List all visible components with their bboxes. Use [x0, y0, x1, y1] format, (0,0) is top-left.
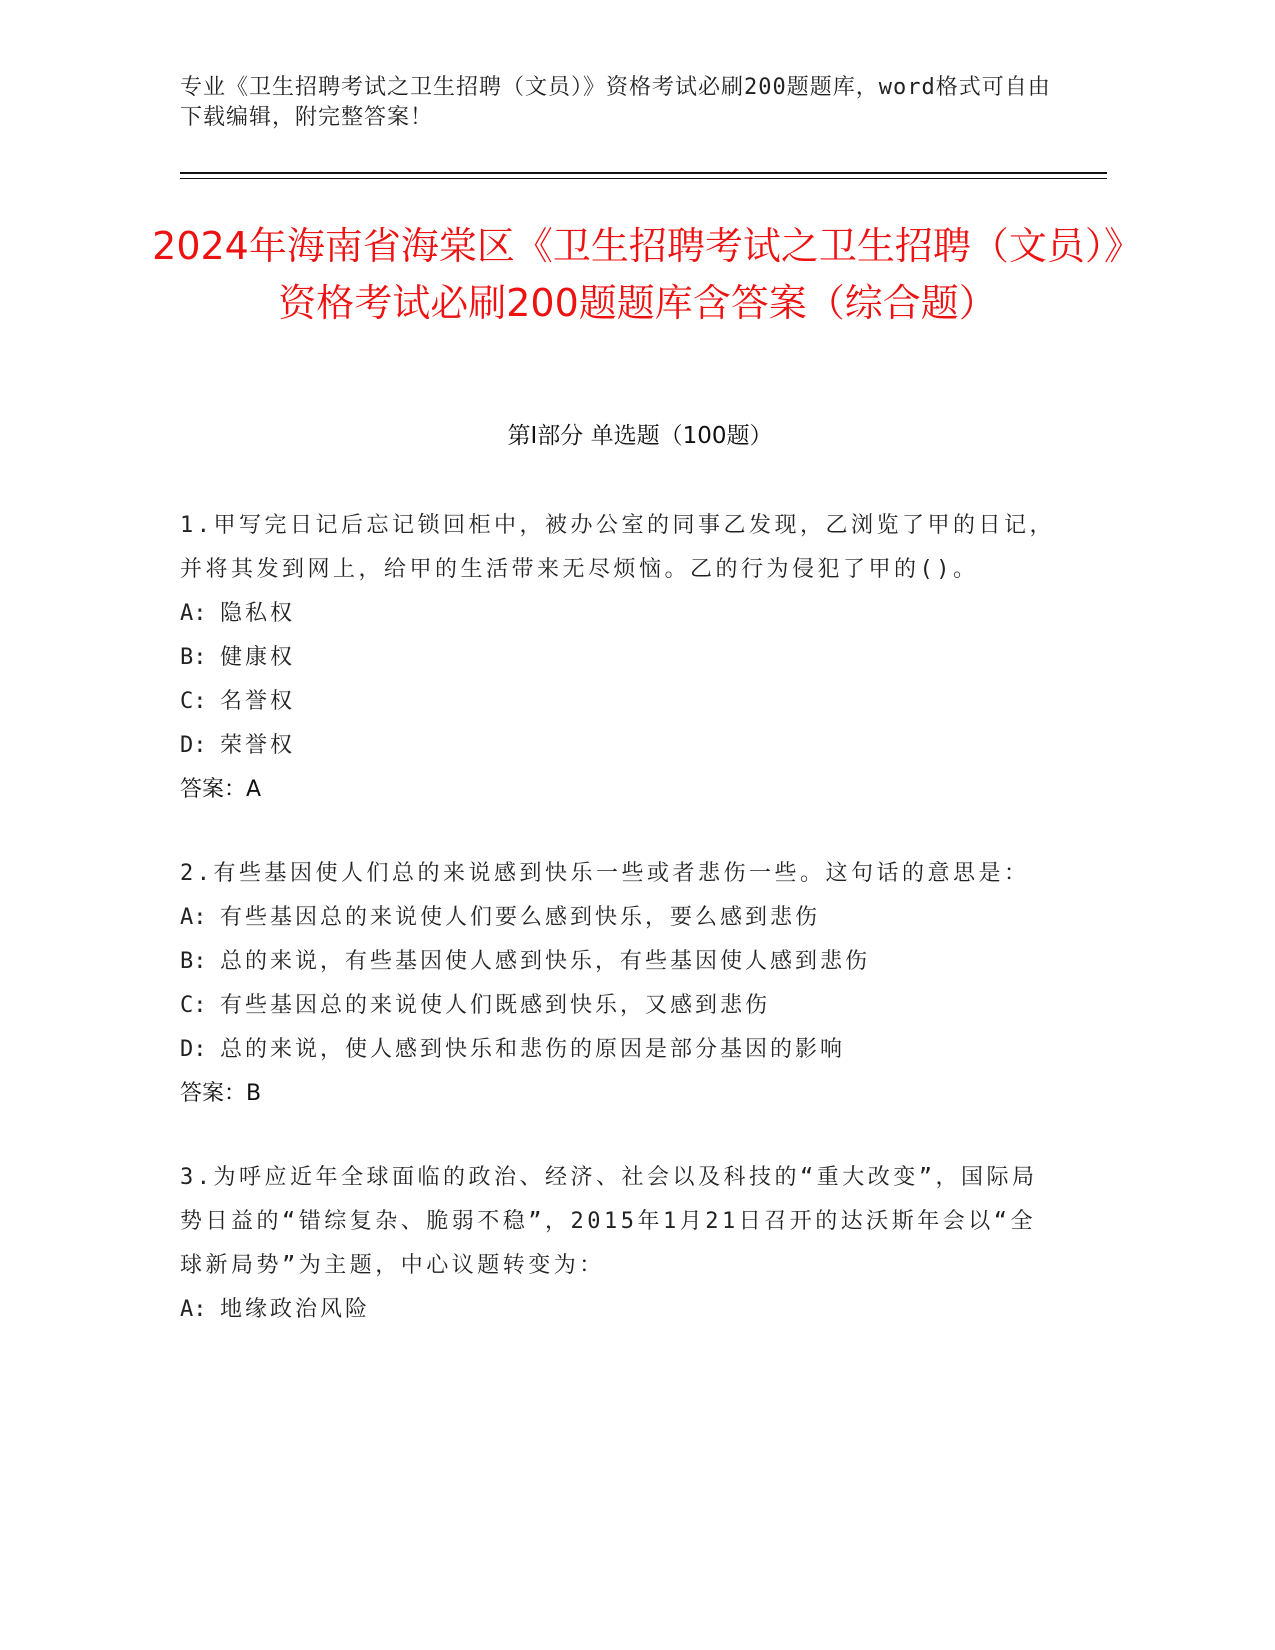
question-2 [180, 852, 1060, 1116]
option-b [180, 636, 1060, 680]
option-text: 总的来说，有些基因使人感到快乐，有些基因使人感到悲伤 [220, 949, 871, 974]
question-stem: 2.有些基因使人们总的来说感到快乐一些或者悲伤一些。这句话的意思是： [180, 861, 1030, 886]
option-key: B: [180, 949, 207, 974]
option-key: C: [180, 689, 207, 714]
option-a [180, 1288, 1060, 1332]
option-key: D: [180, 1037, 207, 1062]
option-a [180, 896, 1060, 940]
section-title: 第I部分 单选题（100题） [507, 423, 773, 449]
option-key: A: [180, 905, 207, 930]
option-b [180, 940, 1060, 984]
header-divider-thick [180, 172, 1107, 174]
option-key: B: [180, 645, 207, 670]
question-list [180, 504, 1060, 1372]
option-key: D: [180, 733, 207, 758]
option-key: A: [180, 1297, 207, 1322]
question-1 [180, 504, 1060, 812]
option-text: 名誉权 [220, 689, 296, 714]
header-note: 专业《卫生招聘考试之卫生招聘（文员）》资格考试必刷200题题库，word格式可自由下载编辑，附完整答案！ [180, 75, 1051, 130]
question-3 [180, 1156, 1060, 1332]
question-stem: 1.甲写完日记后忘记锁回柜中，被办公室的同事乙发现，乙浏览了甲的日记，并将其发到网上，给甲的生活带来无尽烦恼。乙的行为侵犯了甲的()。 [180, 513, 1055, 582]
option-text: 有些基因总的来说使人们既感到快乐，又感到悲伤 [220, 993, 771, 1018]
option-c [180, 984, 1060, 1028]
option-text: 有些基因总的来说使人们要么感到快乐，要么感到悲伤 [220, 905, 821, 930]
document-title: 2024年海南省海棠区《卫生招聘考试之卫生招聘（文员）》资格考试必刷200题题库含答案（综合题） [152, 224, 1123, 325]
option-c [180, 680, 1060, 724]
option-key: A: [180, 601, 207, 626]
option-d [180, 724, 1060, 768]
question-stem: 3.为呼应近年全球面临的政治、经济、社会以及科技的“重大改变”，国际局势日益的“错综复杂、脆弱不稳”，2015年1月21日召开的达沃斯年会以“全球新局势”为主题，中心议题转变为： [180, 1165, 1038, 1278]
option-d [180, 1028, 1060, 1072]
option-key: C: [180, 993, 207, 1018]
header-divider-thin [180, 178, 1107, 179]
option-a [180, 592, 1060, 636]
answer-label: 答案：B [180, 1081, 262, 1106]
answer-label: 答案：A [180, 777, 262, 802]
option-text: 隐私权 [220, 601, 296, 626]
option-text: 总的来说，使人感到快乐和悲伤的原因是部分基因的影响 [220, 1037, 846, 1062]
option-text: 地缘政治风险 [220, 1297, 371, 1322]
option-text: 健康权 [220, 645, 296, 670]
option-text: 荣誉权 [220, 733, 296, 758]
